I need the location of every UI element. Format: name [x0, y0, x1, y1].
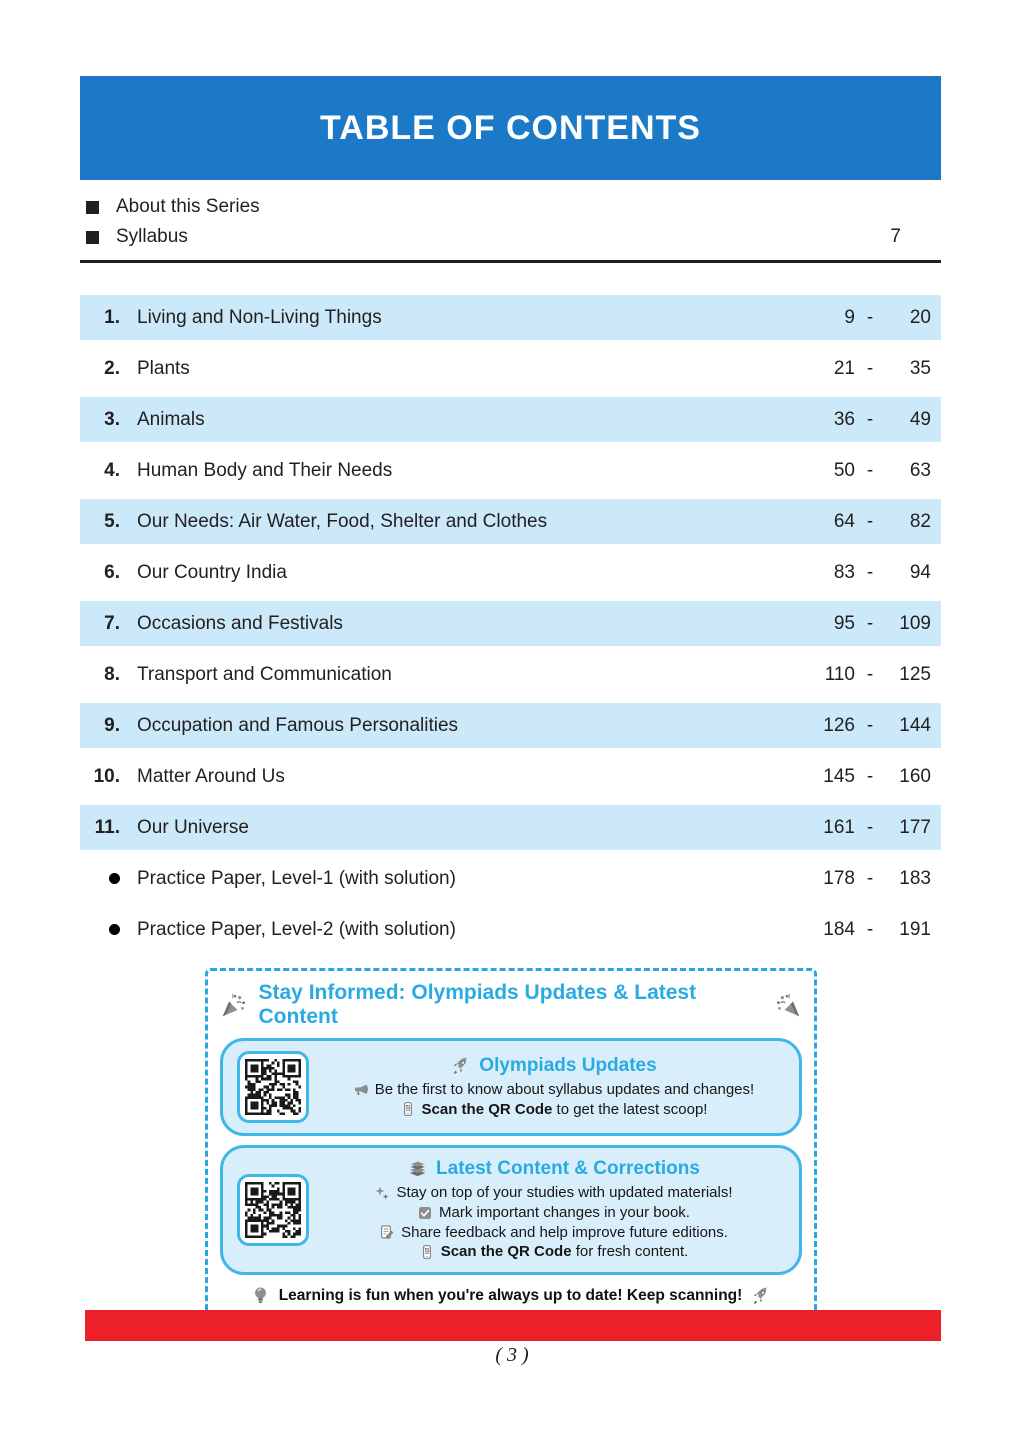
page-content [80, 76, 941, 1321]
chapter-title: Animals [137, 408, 205, 430]
front-matter-label: Syllabus [116, 226, 188, 247]
practice-title: Practice Paper, Level-2 (with solution) [137, 918, 456, 940]
rocket-icon [750, 1285, 771, 1306]
toc-row-practice [80, 856, 941, 901]
card-line [323, 1183, 785, 1203]
chapter-number: 2. [104, 357, 120, 379]
card-line-text: Stay on top of your studies with updated materials! [396, 1184, 733, 1201]
chapter-title: Living and Non-Living Things [137, 306, 382, 328]
qr-card-latest-content [220, 1145, 802, 1275]
circle-bullet-icon [109, 873, 120, 884]
info-box-title-row [220, 981, 802, 1029]
chapter-title: Our Country India [137, 561, 287, 583]
info-footer-text: Learning is fun when you're always up to date! Keep scanning! [278, 1286, 743, 1304]
page-range: 126 - 144 [823, 714, 931, 736]
stay-informed-box [205, 968, 817, 1321]
square-bullet-icon [86, 231, 99, 244]
qr-code [237, 1051, 309, 1123]
page-range: 184 - 191 [823, 918, 931, 940]
chapter-title: Matter Around Us [137, 765, 285, 787]
page-range: 36 - 49 [833, 408, 931, 430]
chapter-number: 8. [104, 663, 120, 685]
page-range: 21 - 35 [833, 357, 931, 379]
megaphone-icon [353, 1082, 369, 1098]
sparkles-icon [374, 1185, 390, 1201]
chapter-title: Human Body and Their Needs [137, 459, 393, 481]
chapter-title: Occupation and Famous Personalities [137, 714, 459, 736]
memo-icon [379, 1224, 395, 1240]
chapter-title: Transport and Communication [137, 663, 392, 685]
toc-row [80, 703, 941, 748]
card-heading: Latest Content & Corrections [323, 1158, 785, 1180]
card-line [323, 1080, 785, 1100]
front-matter-row [80, 192, 941, 222]
page-number: ( 3 ) [495, 1344, 529, 1366]
info-box-title: Stay Informed: Olympiads Updates & Latest Content [258, 981, 697, 1028]
card-line [323, 1242, 785, 1262]
chapter-number: 4. [104, 459, 120, 481]
toc-row [80, 652, 941, 697]
checkbox-icon [417, 1205, 433, 1221]
chapter-number: 3. [104, 408, 120, 430]
toc-row [80, 550, 941, 595]
card-lines [323, 1183, 785, 1262]
practice-title: Practice Paper, Level-1 (with solution) [137, 867, 456, 889]
page-range: 50 - 63 [833, 459, 931, 481]
chapter-title: Plants [137, 357, 190, 379]
phone-icon [400, 1101, 416, 1117]
toc-row [80, 448, 941, 493]
toc-rows [80, 295, 941, 952]
footer-red-bar [85, 1310, 941, 1341]
front-matter-row [80, 222, 941, 252]
page-range: 161 - 177 [823, 816, 931, 838]
page-title: TABLE OF CONTENTS [320, 108, 701, 147]
qr-code [237, 1174, 309, 1246]
card-line-text: Share feedback and help improve future editions. [401, 1223, 728, 1241]
page-range: 64 - 82 [833, 510, 931, 532]
card-line-text: Scan the QR Code for fresh content. [440, 1243, 689, 1261]
toc-row [80, 805, 941, 850]
chapter-number: 11. [94, 816, 120, 838]
toc-row [80, 346, 941, 391]
info-box-footer [220, 1285, 802, 1306]
chapter-number: 6. [104, 561, 120, 583]
front-matter-list [80, 192, 941, 252]
phone-icon [419, 1244, 435, 1260]
page-range: 110 - 125 [824, 663, 931, 685]
chapter-title: Occasions and Festivals [137, 612, 343, 634]
chapter-number: 1. [104, 306, 120, 328]
toc-header-banner [80, 76, 941, 180]
chapter-title: Our Needs: Air Water, Food, Shelter and Clothes [137, 510, 548, 532]
page-range: 95 - 109 [833, 612, 931, 634]
party-popper-icon [220, 992, 247, 1019]
toc-row-practice [80, 907, 941, 952]
bullet [86, 919, 120, 941]
chapter-number: 5. [104, 510, 120, 532]
toc-row [80, 754, 941, 799]
books-icon [407, 1159, 428, 1180]
divider-rule [80, 260, 941, 263]
bullet [86, 868, 120, 890]
page-range: 9 - 20 [844, 306, 931, 328]
front-matter-page: 7 [890, 226, 901, 247]
card-line [323, 1100, 785, 1120]
chapter-number: 7. [104, 612, 120, 634]
card-line [323, 1223, 785, 1243]
card-line-text: Scan the QR Code to get the latest scoop! [421, 1100, 708, 1118]
page-range: 145 - 160 [823, 765, 931, 787]
toc-row [80, 601, 941, 646]
toc-row [80, 295, 941, 340]
circle-bullet-icon [109, 924, 120, 935]
rocket-icon [450, 1055, 471, 1076]
qr-card-olympiads-updates [220, 1038, 802, 1136]
lightbulb-icon [250, 1285, 271, 1306]
chapter-number: 9. [104, 714, 120, 736]
page-range: 178 - 183 [823, 867, 931, 889]
card-line [323, 1203, 785, 1223]
chapter-number: 10. [93, 765, 120, 787]
square-bullet-icon [86, 201, 99, 214]
card-line-text: Mark important changes in your book. [439, 1203, 690, 1221]
page-range: 83 - 94 [833, 561, 931, 583]
party-popper-icon [775, 992, 802, 1019]
chapter-title: Our Universe [137, 816, 249, 838]
toc-row [80, 499, 941, 544]
card-line-text: Be the first to know about syllabus updates and changes! [374, 1080, 755, 1098]
card-heading: Olympiads Updates [323, 1055, 785, 1077]
front-matter-label: About this Series [116, 196, 260, 217]
toc-row [80, 397, 941, 442]
card-lines [323, 1080, 785, 1120]
